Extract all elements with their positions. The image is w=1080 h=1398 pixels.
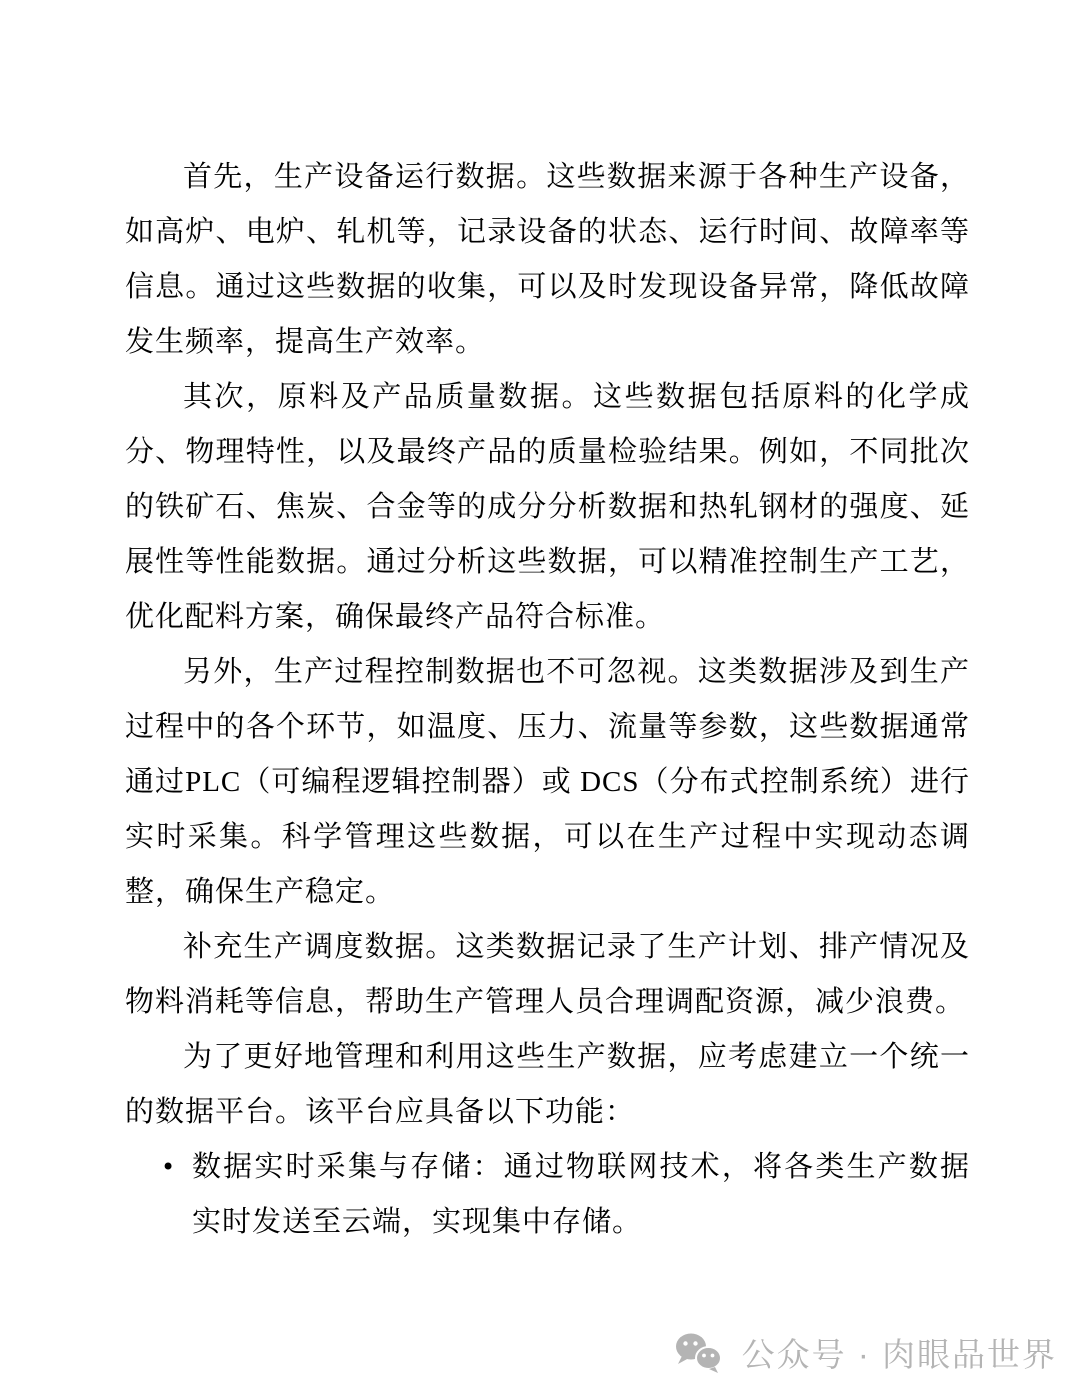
watermark-label: 公众号 · 肉眼品世界 <box>741 1336 1057 1373</box>
wechat-icon <box>672 1331 726 1375</box>
paragraph-scheduling-data: 补充生产调度数据。这类数据记录了生产计划、排产情况及物料消耗等信息，帮助生产管理人员合理调配资源，减少浪费。 <box>125 931 970 1018</box>
paragraph-equipment-data: 首先，生产设备运行数据。这些数据来源于各种生产设备，如高炉、电炉、轧机等，记录设备的状态、运行时间、故障率等信息。通过这些数据的收集，可以及时发现设备异常，降低故障发生频率，提高生产效率。 <box>125 161 970 358</box>
list-item-text: 数据实时采集与存储：通过物联网技术，将各类生产数据实时发送至云端，实现集中存储。 <box>192 1151 970 1238</box>
watermark <box>672 1329 1057 1376</box>
list-item <box>125 1140 970 1250</box>
paragraph-process-control-data: 另外，生产过程控制数据也不可忽视。这类数据涉及到生产过程中的各个环节，如温度、压力、流量等参数，这些数据通常通过PLC（可编程逻辑控制器）或 DCS（分布式控制系统）进行实时采集。科学管理这些数据，可以在生产过程中实现动态调整，确保生产稳定。 <box>125 656 970 908</box>
paragraph-platform-intro: 为了更好地管理和利用这些生产数据，应考虑建立一个统一的数据平台。该平台应具备以下功能： <box>125 1041 970 1128</box>
paragraph-quality-data: 其次，原料及产品质量数据。这些数据包括原料的化学成分、物理特性，以及最终产品的质量检验结果。例如，不同批次的铁矿石、焦炭、合金等的成分分析数据和热轧钢材的强度、延展性等性能数据。通过分析这些数据，可以精准控制生产工艺，优化配料方案，确保最终产品符合标准。 <box>125 381 970 633</box>
document-body <box>125 150 970 1250</box>
bullet-icon: • <box>161 1153 177 1181</box>
